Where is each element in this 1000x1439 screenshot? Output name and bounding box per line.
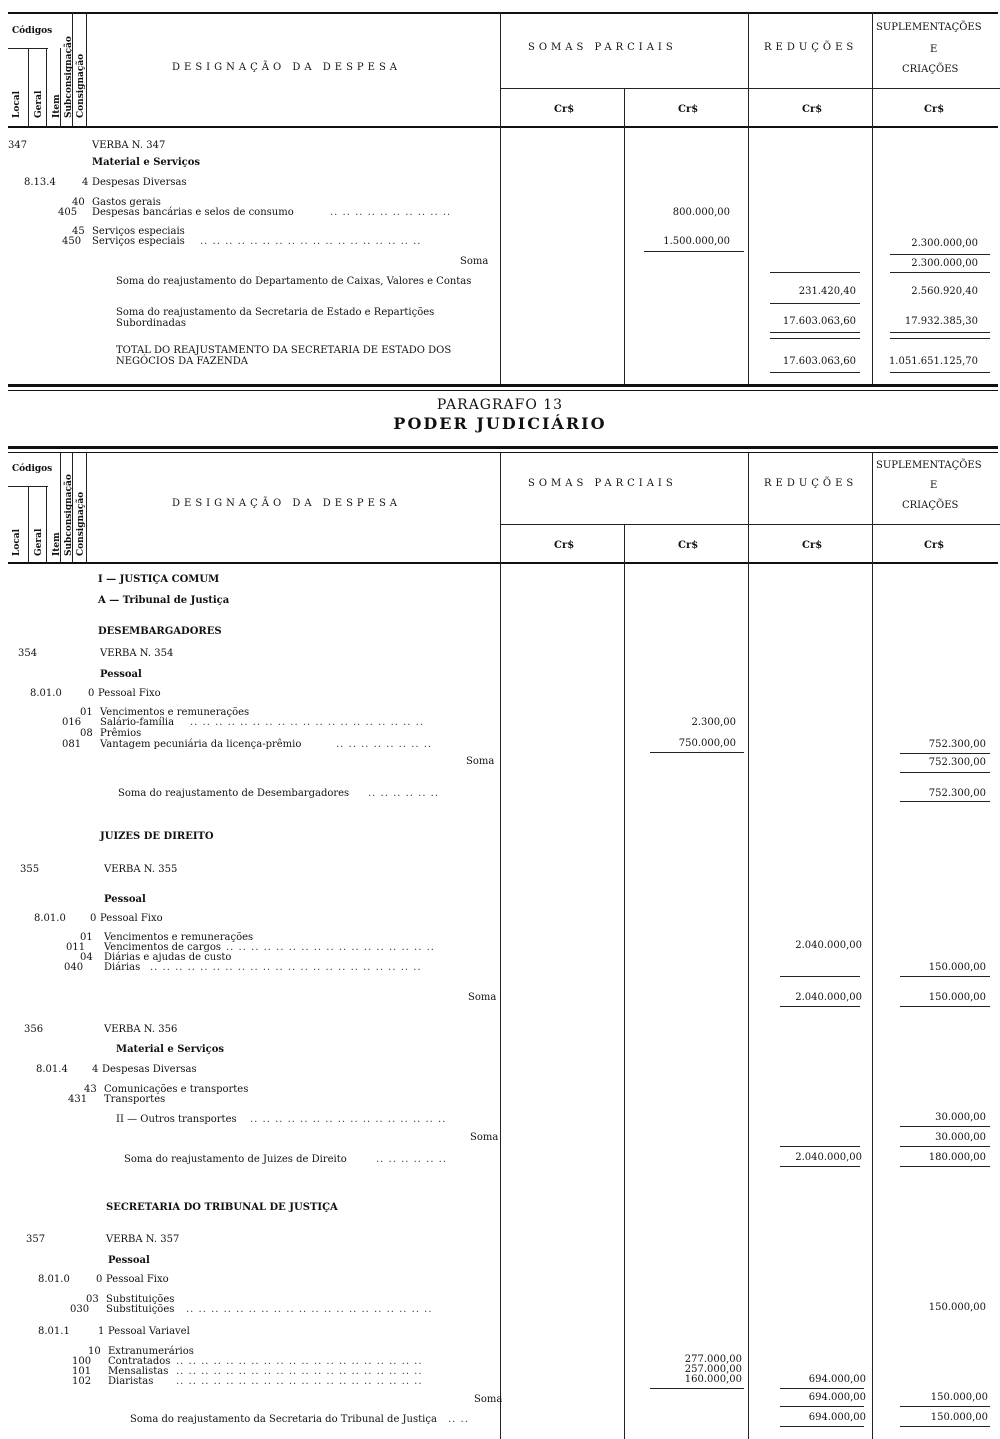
sup-value: 150.000,00 (928, 992, 986, 1003)
sup-value: 2.300.000,00 (911, 258, 978, 269)
reducoes-header: REDUÇÕES (764, 478, 858, 489)
code-cons: 102 (72, 1376, 92, 1387)
sup-value: 2.560.920,40 (911, 286, 978, 297)
line-text: Diárias e ajudas de custo (104, 952, 232, 963)
group-title: Pessoal (108, 1255, 150, 1266)
code-local: 355 (20, 864, 40, 875)
leader-dots: .. .. .. .. .. .. .. .. (336, 739, 433, 750)
item-label: Item (52, 94, 62, 118)
leader-dots: .. .. .. .. .. .. .. .. .. .. .. .. .. .. .. .. .. .. .. (190, 717, 425, 728)
group-heading: DESEMBARGADORES (98, 626, 222, 637)
line-text: Prêmios (100, 728, 142, 739)
leader-dots: .. .. .. .. .. .. (376, 1154, 448, 1165)
red-value: 694.000,00 (808, 1412, 866, 1423)
line-text: Despesas bancárias e selos de consumo (92, 207, 294, 218)
sup-value: 752.300,00 (928, 788, 986, 799)
verba-title: VERBA N. 354 (100, 648, 174, 659)
line-text: Pessoal Fixo (106, 1274, 169, 1285)
code-sub: 03 (86, 1294, 99, 1305)
suplementacoes-e: E (930, 44, 938, 55)
currency-col1: Cr$ (554, 104, 575, 115)
code-cons: 405 (58, 207, 78, 218)
somas-value: 2.300,00 (691, 717, 736, 728)
subsection-heading: A — Tribunal de Justiça (98, 595, 230, 606)
geral-label: Geral (34, 90, 44, 118)
leader-dots: .. .. .. .. .. .. .. .. .. .. .. .. .. .. .. .. .. .. .. .. (186, 1304, 433, 1315)
red-value: 2.040.000,00 (795, 992, 862, 1003)
line-text: II — Outros transportes (116, 1114, 237, 1125)
soma-label: Soma (470, 1132, 499, 1143)
leader-dots: .. .. .. .. .. .. .. .. .. .. .. .. .. .. .. .. .. .. (200, 236, 422, 247)
code-geral: 8.01.4 (36, 1064, 68, 1075)
top-rule (8, 12, 998, 14)
sup-value: 752.300,00 (928, 739, 986, 750)
header-bottom-rule (8, 126, 998, 128)
leader-dots: .. .. .. .. .. .. .. .. .. .. .. .. .. .. .. .. .. .. .. .. (176, 1356, 423, 1367)
subconsignacao-label: Subconsignação (64, 36, 74, 118)
code-cons: 030 (70, 1304, 90, 1315)
currency-col1: Cr$ (554, 540, 575, 551)
subconsignacao-label: Subconsignação (64, 474, 74, 556)
code-item: 0 (88, 688, 95, 699)
verba-title: VERBA N. 357 (106, 1234, 180, 1245)
line-text: Mensalistas (108, 1366, 169, 1377)
sup-value: 150.000,00 (930, 1412, 988, 1423)
soma-label: Soma (468, 992, 497, 1003)
leader-dots: .. .. (448, 1414, 469, 1425)
code-cons: 011 (66, 942, 86, 953)
currency-col2: Cr$ (678, 104, 699, 115)
sup-value: 30.000,00 (935, 1112, 986, 1123)
sup-value: 752.300,00 (928, 757, 986, 768)
soma-label: Soma (466, 756, 495, 767)
line-text: Despesas Diversas (92, 177, 187, 188)
line-text: Contratados (108, 1356, 171, 1367)
code-local: 357 (26, 1234, 46, 1245)
sup-value: 150.000,00 (930, 1392, 988, 1403)
red-value: 17.603.063,60 (782, 356, 856, 367)
code-geral: 8.01.0 (34, 913, 66, 924)
soma-label: Soma (474, 1394, 503, 1405)
code-sub: 40 (72, 197, 85, 208)
line-text: Serviços especiais (92, 236, 185, 247)
designacao-header: DESIGNAÇÃO DA DESPESA (172, 498, 402, 509)
red-value: 231.420,40 (798, 286, 856, 297)
soma-reajustamento: Soma do reajustamento da Secretaria do Tribunal de Justiça (130, 1414, 437, 1425)
criacoes-header: CRIAÇÕES (902, 64, 959, 75)
currency-col4: Cr$ (924, 104, 945, 115)
somas-value: 160.000,00 (684, 1374, 742, 1385)
line-text: Serviços especiais (92, 226, 185, 237)
code-cons: 016 (62, 717, 82, 728)
code-sub: 43 (84, 1084, 97, 1095)
line-text: Salário-família (100, 717, 175, 728)
consignacao-label: Consignação (76, 53, 86, 118)
group-heading: SECRETARIA DO TRIBUNAL DE JUSTIÇA (106, 1202, 338, 1213)
soma-reajustamento: Soma do reajustamento do Departamento de Caixas, Valores e Contas (116, 276, 472, 287)
red-value: 2.040.000,00 (795, 1152, 862, 1163)
verba-title: VERBA N. 355 (104, 864, 178, 875)
line-text: Substituições (106, 1294, 175, 1305)
geral-label: Geral (34, 528, 44, 556)
leader-dots: .. .. .. .. .. .. .. .. .. .. .. .. .. .. .. .. .. .. .. .. .. .. (150, 962, 422, 973)
section-heading: I — JUSTIÇA COMUM (98, 574, 220, 585)
line-text: Vencimentos e remunerações (104, 932, 254, 943)
verba-title: VERBA N. 347 (92, 140, 166, 151)
code-cons: 101 (72, 1366, 92, 1377)
code-item: 4 (82, 177, 89, 188)
red-value: 17.603.063,60 (782, 316, 856, 327)
line-text: Diaristas (108, 1376, 154, 1387)
code-item: 1 (98, 1326, 105, 1337)
code-cons: 081 (62, 739, 82, 750)
line-text: Substituições (106, 1304, 175, 1315)
sup-value: 1.051.651.125,70 (888, 356, 978, 367)
code-sub: 10 (88, 1346, 101, 1357)
code-geral: 8.13.4 (24, 177, 56, 188)
group-title: Pessoal (100, 669, 142, 680)
leader-dots: .. .. .. .. .. .. .. .. .. .. .. .. .. .. .. .. .. .. .. .. (176, 1376, 423, 1387)
code-sub: 01 (80, 707, 93, 718)
red-value: 694.000,00 (808, 1374, 866, 1385)
code-sub: 01 (80, 932, 93, 943)
reducoes-header: REDUÇÕES (764, 42, 858, 53)
somas-parciais-header: SOMAS PARCIAIS (528, 478, 677, 489)
code-cons: 040 (64, 962, 84, 973)
codigos-label: Códigos (12, 464, 53, 474)
code-cons: 431 (68, 1094, 88, 1105)
somas-parciais-header: SOMAS PARCIAIS (528, 42, 677, 53)
currency-col2: Cr$ (678, 540, 699, 551)
somas-value: 750.000,00 (678, 738, 736, 749)
group-title: Pessoal (104, 894, 146, 905)
item-label: Item (52, 532, 62, 556)
code-geral: 8.01.0 (38, 1274, 70, 1285)
line-text: Vencimentos de cargos (104, 942, 222, 953)
local-label: Local (12, 528, 22, 556)
code-cons: 450 (62, 236, 82, 247)
code-sub: 04 (80, 952, 93, 963)
leader-dots: .. .. .. .. .. .. .. .. .. .. .. .. .. .. .. .. .. .. .. .. (176, 1366, 423, 1377)
code-local: 354 (18, 648, 38, 659)
code-item: 4 (92, 1064, 99, 1075)
sup-value: 150.000,00 (928, 1302, 986, 1313)
soma-reajustamento: Soma do reajustamento de Juizes de Direito (124, 1154, 347, 1165)
verba-title: VERBA N. 356 (104, 1024, 178, 1035)
consignacao-label: Consignação (76, 491, 86, 556)
leader-dots: .. .. .. .. .. .. .. .. .. .. .. .. .. .. .. .. (250, 1114, 447, 1125)
suplementacoes-header: SUPLEMENTAÇÕES (876, 22, 982, 33)
code-sub: 08 (80, 728, 93, 739)
soma-label: Soma (460, 256, 489, 267)
sup-value: 30.000,00 (935, 1132, 986, 1143)
code-cons: 100 (72, 1356, 92, 1367)
somas-value: 257.000,00 (684, 1364, 742, 1375)
line-text: Pessoal Fixo (98, 688, 161, 699)
line-text: Extranumerários (108, 1346, 194, 1357)
local-label: Local (12, 90, 22, 118)
code-local: 347 (8, 140, 28, 151)
red-value: 2.040.000,00 (795, 940, 862, 951)
red-value: 694.000,00 (808, 1392, 866, 1403)
sup-value: 180.000,00 (928, 1152, 986, 1163)
code-geral: 8.01.0 (30, 688, 62, 699)
somas-value: 800.000,00 (672, 207, 730, 218)
code-sub: 45 (72, 226, 85, 237)
criacoes-header: CRIAÇÕES (902, 500, 959, 511)
sup-value: 17.932.385,30 (904, 316, 978, 327)
suplementacoes-e: E (930, 480, 938, 491)
line-text: Vantagem pecuniária da licença-prêmio (100, 739, 302, 750)
somas-value: 277.000,00 (684, 1354, 742, 1365)
line-text: Diárias (104, 962, 141, 973)
codigos-label: Códigos (12, 26, 53, 36)
code-local: 356 (24, 1024, 44, 1035)
line-text: Transportes (104, 1094, 166, 1105)
code-item: 0 (90, 913, 97, 924)
total-reajustamento: TOTAL DO REAJUSTAMENTO DA SECRETARIA DE ESTADO DOS NEGÓCIOS DA FAZENDA (116, 345, 452, 367)
line-text: Vencimentos e remunerações (100, 707, 250, 718)
line-text: Despesas Diversas (102, 1064, 197, 1075)
line-text: Pessoal Variavel (108, 1326, 190, 1337)
soma-reajustamento: Soma do reajustamento de Desembargadores (118, 788, 350, 799)
group-title: Material e Serviços (116, 1044, 225, 1055)
leader-dots: .. .. .. .. .. .. (368, 788, 440, 799)
poder-judiciario-title: PODER JUDICIÁRIO (393, 414, 607, 433)
leader-dots: .. .. .. .. .. .. .. .. .. .. (330, 207, 452, 218)
designacao-header: DESIGNAÇÃO DA DESPESA (172, 62, 402, 73)
sup-value: 2.300.000,00 (911, 238, 978, 249)
sup-value: 150.000,00 (928, 962, 986, 973)
soma-reajustamento: Soma do reajustamento da Secretaria de Estado e Repartições Subordinadas (116, 307, 435, 329)
line-text: Gastos gerais (92, 197, 161, 208)
currency-col3: Cr$ (802, 540, 823, 551)
paragraph-title: PARAGRAFO 13 (436, 397, 564, 413)
line-text: Comunicações e transportes (104, 1084, 249, 1095)
line-text: Pessoal Fixo (100, 913, 163, 924)
currency-col4: Cr$ (924, 540, 945, 551)
group-title: Material e Serviços (92, 157, 201, 168)
code-geral: 8.01.1 (38, 1326, 70, 1337)
leader-dots: .. .. .. .. .. .. .. .. .. .. .. .. .. .. .. .. .. (226, 942, 435, 953)
somas-value: 1.500.000,00 (663, 236, 730, 247)
suplementacoes-header: SUPLEMENTAÇÕES (876, 460, 982, 471)
currency-col3: Cr$ (802, 104, 823, 115)
group-heading: JUIZES DE DIREITO (100, 831, 214, 842)
code-item: 0 (96, 1274, 103, 1285)
